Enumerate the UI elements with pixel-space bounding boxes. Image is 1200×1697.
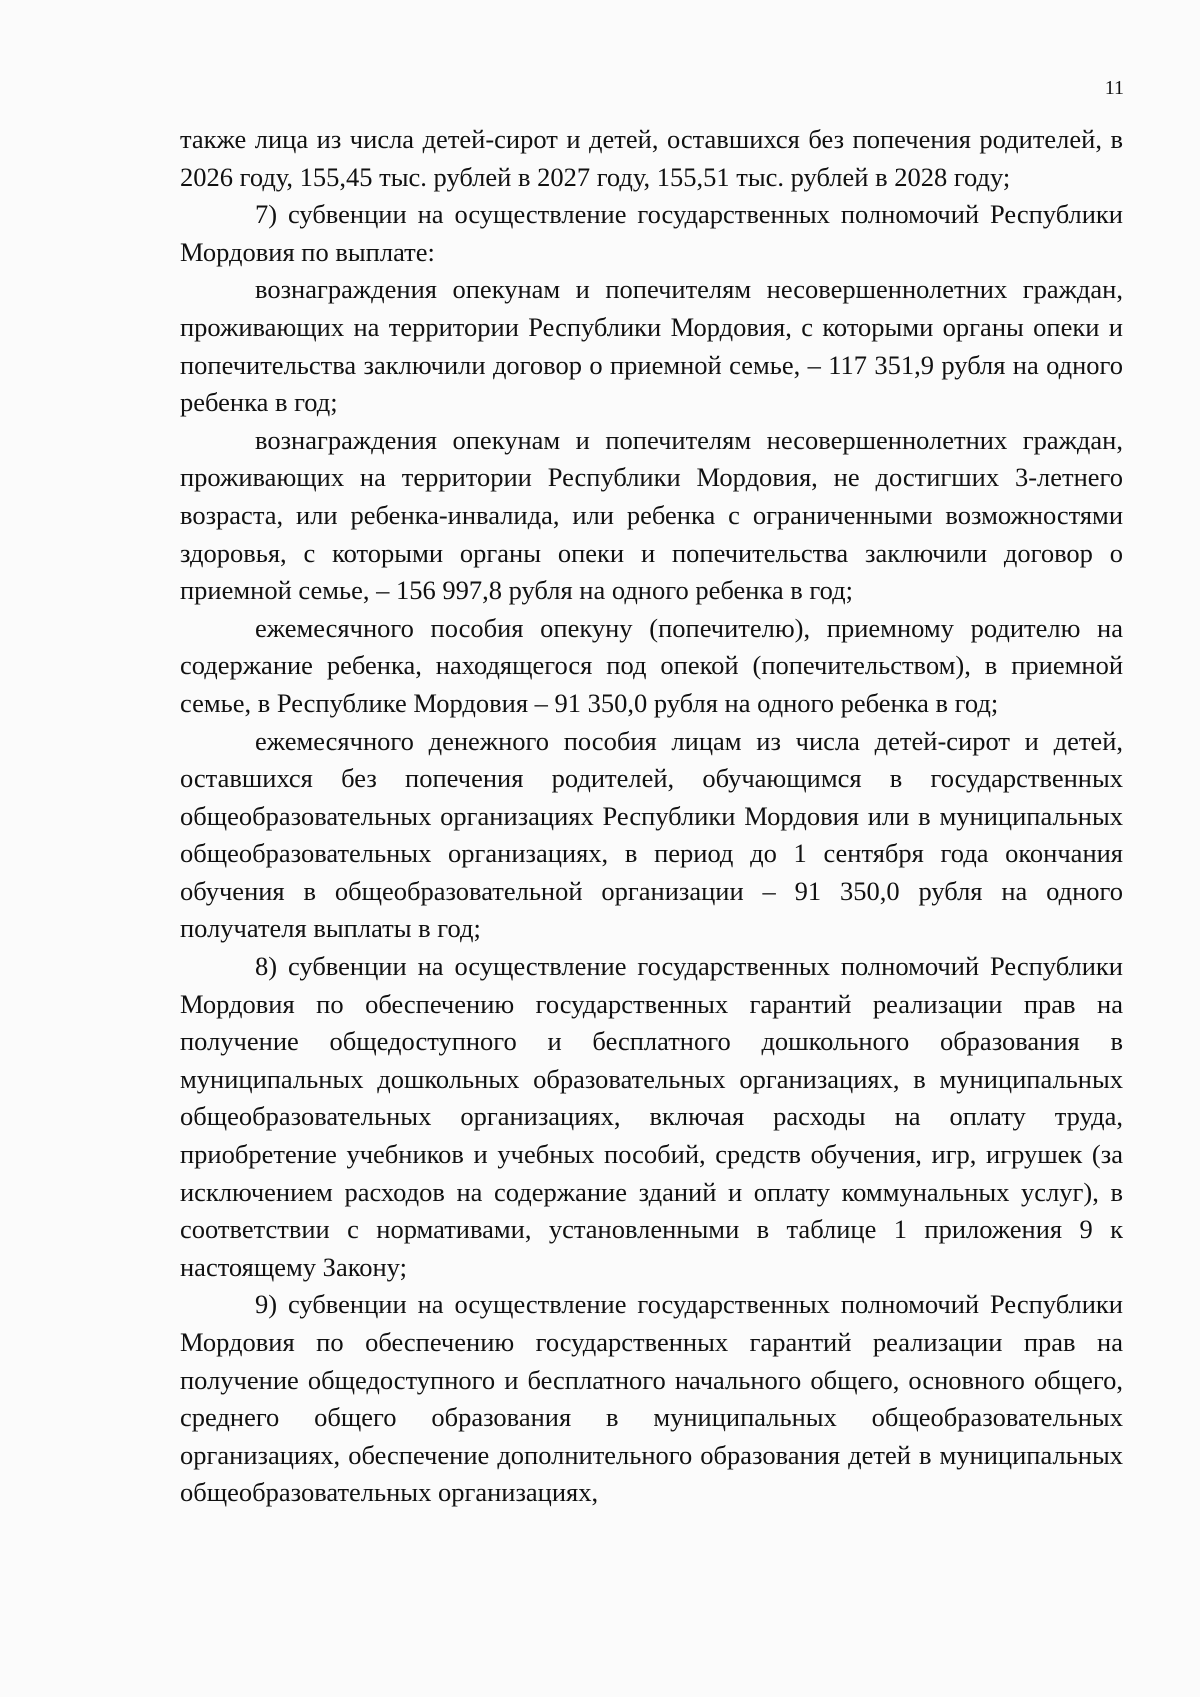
paragraph-continuation: также лица из числа детей-сирот и детей, оставшихся без попечения родителей, в 2026 году, 155,45 тыс. рублей в 2027 году, 155,51 тыс. рублей в 2028 году; [180,124,1123,192]
paragraph-item-8: 8) субвенции на осуществление государственных полномочий Республики Мордовия по обеспечению государственных гарантий реализации прав на получение общедоступного и бесплатного дошкольного образования в муниципальных дошкольных образовательных организациях, в муниципальных общеобразовательных организациях, включая расходы на оплату труда, приобретение учебников и учебных пособий, средств обучения, игр, игрушек (за исключением расходов на содержание зданий и оплату коммунальных услуг), в соответствии с нормативами, установленными в таблице 1 приложения 9 к настоящему Закону; [180,951,1123,1282]
paragraph-monthly-cash-allowance: ежемесячного денежного пособия лицам из числа детей-сирот и детей, оставшихся без попечения родителей, обучающимся в государственных общеобразовательных организациях Республики Мордовия или в муниципальных общеобразовательных организациях, в период до 1 сентября года окончания обучения в общеобразовательной организации – 91 350,0 рубля на одного получателя выплаты в год; [180,725,1123,944]
paragraph-item-7: 7) субвенции на осуществление государственных полномочий Республики Мордовия по выплате: [180,199,1123,267]
document-body [180,121,1123,1512]
paragraph-monthly-allowance: ежемесячного пособия опекуну (попечителю), приемному родителю на содержание ребенка, находящегося под опекой (попечительством), в приемной семье, в Республике Мордовия – 91 350,0 рубля на одного ребенка в год; [180,612,1123,718]
paragraph-guardian-reward-special: вознаграждения опекунам и попечителям несовершеннолетних граждан, проживающих на территории Республики Мордовия, не достигших 3-летнего возраста, или ребенка-инвалида, или ребенка с ограниченными возможностями здоровья, с которыми органы опеки и попечительства заключили договор о приемной семье, – 156 997,8 рубля на одного ребенка в год; [180,424,1123,606]
page-number: 11 [1104,77,1124,99]
paragraph-guardian-reward: вознаграждения опекунам и попечителям несовершеннолетних граждан, проживающих на территории Республики Мордовия, с которыми органы опеки и попечительства заключили договор о приемной семье, – 117 351,9 рубля на одного ребенка в год; [180,274,1123,418]
paragraph-item-9: 9) субвенции на осуществление государственных полномочий Республики Мордовия по обеспечению государственных гарантий реализации прав на получение общедоступного и бесплатного начального общего, основного общего, среднего общего образования в муниципальных общеобразовательных организациях, обеспечение дополнительного образования детей в муниципальных общеобразовательных организациях, [180,1289,1123,1508]
